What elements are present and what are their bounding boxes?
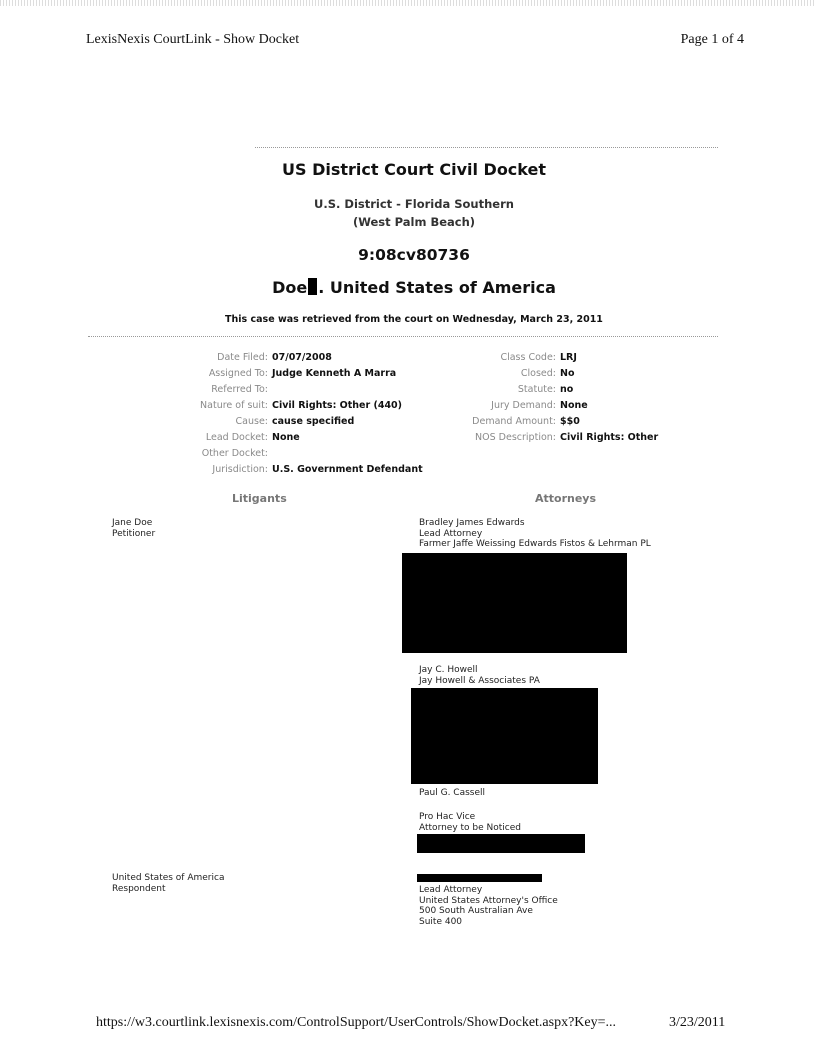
page-header-title: LexisNexis CourtLink - Show Docket (86, 32, 300, 47)
attorney-address: 500 South Australian Ave (419, 906, 533, 916)
top-divider (255, 147, 718, 148)
litigant-respondent (112, 873, 224, 894)
attorneys-heading: Attorneys (535, 492, 597, 505)
attorney-role: Lead Attorney (419, 528, 483, 539)
field-label: Nature of suit: (200, 400, 268, 411)
attorney-name: Jay C. Howell (419, 665, 478, 675)
field-label: Jurisdiction: (212, 464, 268, 475)
field-label: Jury Demand: (491, 400, 556, 411)
field-value: no (560, 384, 574, 395)
field-label: Referred To: (211, 384, 268, 395)
footer-date: 3/23/2011 (669, 1015, 726, 1030)
field-label: NOS Description: (475, 432, 556, 443)
redaction-bar (308, 278, 317, 295)
field-value: No (560, 368, 575, 379)
field-label: Other Docket: (201, 448, 268, 459)
redaction-block (417, 834, 585, 853)
attorney-cassell-name: Paul G. Cassell (419, 788, 486, 798)
attorney-firm: Jay Howell & Associates PA (419, 675, 540, 686)
litigant-petitioner (112, 518, 155, 539)
attorney-firm: Farmer Jaffe Weissing Edwards Fistos & Lehrman PL (419, 539, 651, 549)
attorney-edwards (419, 518, 651, 550)
attorney-name: Bradley James Edwards (419, 518, 525, 528)
attorney-suite: Suite 400 (419, 916, 463, 927)
field-value: LRJ (560, 352, 577, 363)
litigant-role: Petitioner (112, 528, 156, 539)
attorney-status: Pro Hac Vice (419, 812, 476, 822)
redaction-block (411, 688, 598, 784)
redaction-block (402, 553, 627, 653)
field-label: Assigned To: (208, 368, 268, 379)
attorney-cassell (419, 812, 521, 833)
page-number: Page 1 of 4 (680, 32, 744, 47)
field-value: Judge Kenneth A Marra (272, 368, 397, 379)
attorney-notice: Attorney to be Noticed (419, 822, 522, 833)
field-value: Civil Rights: Other (440) (272, 400, 403, 411)
attorney-howell (419, 665, 540, 686)
field-label: Statute: (517, 384, 556, 395)
district-name: U.S. District - Florida Southern (314, 197, 514, 211)
footer-url: https://w3.courtlink.lexisnexis.com/ControlSupport/UserControls/ShowDocket.aspx?Key=... (96, 1015, 617, 1030)
field-value: cause specified (272, 416, 355, 427)
scan-artifact-top (0, 0, 816, 6)
field-label: Cause: (235, 416, 268, 427)
litigant-name: United States of America (112, 873, 225, 883)
fields-divider (88, 336, 718, 337)
field-label: Lead Docket: (205, 432, 268, 443)
case-number: 9:08cv80736 (358, 246, 470, 264)
case-name (0, 278, 816, 297)
field-label: Demand Amount: (472, 416, 556, 427)
field-label: Date Filed: (217, 352, 268, 363)
attorney-office: United States Attorney's Office (419, 895, 558, 906)
field-value: None (560, 400, 588, 411)
field-label: Closed: (520, 368, 556, 379)
redaction-block (417, 874, 542, 882)
field-value: None (272, 432, 300, 443)
field-value: Civil Rights: Other (560, 432, 659, 443)
field-label: Class Code: (500, 352, 556, 363)
attorney-us-office (419, 885, 558, 927)
field-value: U.S. Government Defendant (272, 464, 423, 475)
retrieved-note: This case was retrieved from the court on Wednesday, March 23, 2011 (225, 314, 603, 325)
litigants-heading: Litigants (232, 492, 287, 505)
litigant-name: Jane Doe (112, 518, 153, 528)
case-name-defendant: . United States of America (318, 278, 556, 297)
case-name-plaintiff: Doe (272, 278, 308, 297)
docket-title: US District Court Civil Docket (282, 160, 546, 179)
litigant-role: Respondent (112, 883, 166, 894)
field-value: 07/07/2008 (272, 352, 332, 363)
division-name: (West Palm Beach) (352, 215, 476, 229)
attorney-role: Lead Attorney (419, 885, 483, 895)
field-value: $$0 (560, 416, 580, 427)
